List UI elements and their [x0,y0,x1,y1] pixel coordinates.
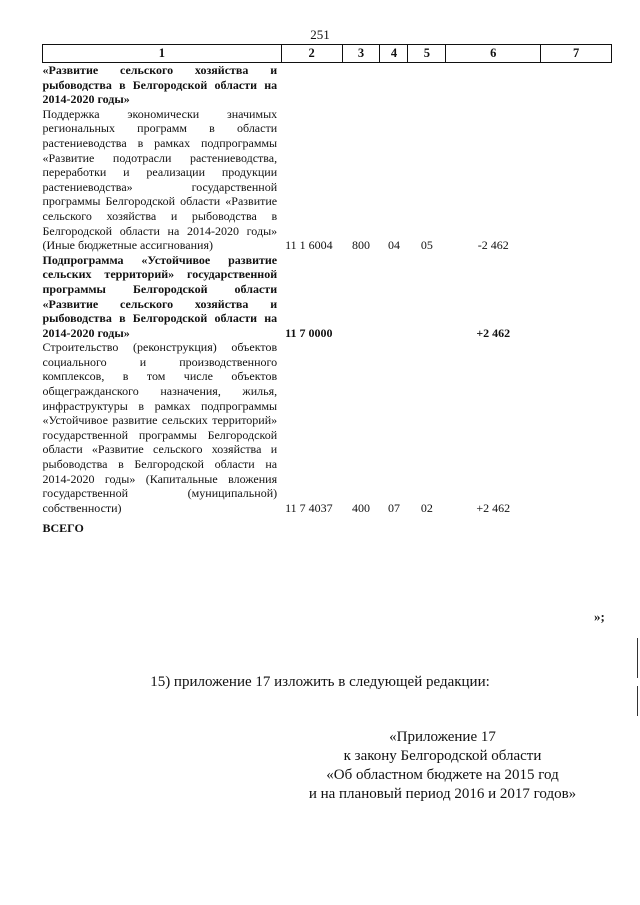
header-col-3: 3 [342,45,380,63]
appendix-line-2: к закону Белгородской области [343,748,542,764]
scan-margin-mark [637,686,638,716]
row-amount: -2 462 [477,238,509,253]
header-col-1: 1 [43,45,282,63]
amendment-text: 15) приложение 17 изложить в следующей редакции: [150,674,490,690]
header-col-6: 6 [446,45,541,63]
row-description: Поддержка экономически значимых региональных программ в области растениеводства в рамках подпрограммы «Развитие подотрасли растениеводства, переработки и реализации продукции растениеводства» государственной программы Белгородской области «Развитие сельского хозяйства и рыбоводства в Белгородской области на 2014-2020 годы» (Иные бюджетные ассигнования) [42,106,278,253]
row-rz: 04 [387,238,400,253]
header-col-2: 2 [281,45,342,63]
row-description: «Развитие сельского хозяйства и рыбоводства в Белгородской области на 2014-2020 годы» [42,63,278,107]
table-row [43,253,612,341]
row-description: Строительство (реконструкция) объектов социального и производственного комплексов, в том числе объектов общегражданского назначения, жилья, инфраструктуры в рамках подпрограммы «Устойчивое развитие сельских территорий» государственной программы Белгородской области «Развитие сельского хозяйства и рыбоводства в Белгородской области на 2014-2020 годы» (Капитальные вложения государственной (муниципальной) собственности) [42,340,278,515]
header-col-7: 7 [541,45,612,63]
row-amount: +2 462 [476,325,511,340]
row-col-7 [541,107,612,253]
closing-quote: »; [594,609,605,624]
row-pr [408,63,446,107]
total-row [43,515,612,536]
row-col-7 [541,63,612,107]
row-rz: 07 [387,500,400,515]
row-amount [446,63,541,107]
row-pr: 02 [420,500,433,515]
row-rz [380,63,408,107]
row-pr [408,253,446,341]
row-code: 11 7 4037 [285,500,333,515]
appendix-line-3: «Об областном бюджете на 2015 год [326,767,559,783]
row-vr: 400 [352,500,370,515]
header-col-5: 5 [408,45,446,63]
table-row [43,340,612,515]
row-rz [380,253,408,341]
appendix-heading [300,728,585,804]
row-vr [342,63,380,107]
appendix-line-4: и на плановый период 2016 и 2017 годов» [308,786,577,802]
appendix-line-1: «Приложение 17 [389,729,496,745]
row-col-7 [541,253,612,341]
row-col-7 [541,340,612,515]
total-label: ВСЕГО [42,521,84,536]
scan-margin-mark [637,638,638,678]
row-code: 11 7 0000 [285,325,333,340]
page-number: 251 [310,27,330,42]
row-vr [342,253,380,341]
row-code: 11 1 6004 [285,238,333,253]
table-row [43,107,612,253]
row-pr: 05 [420,238,433,253]
row-description: Подпрограмма «Устойчивое развитие сельских территорий» государственной программы Белгородской области «Развитие сельского хозяйства и рыбоводства в Белгородской области на 2014-2020 годы» [42,252,278,340]
row-code [281,63,342,107]
row-amount: +2 462 [476,500,511,515]
table-header-row [43,45,612,63]
header-col-4: 4 [380,45,408,63]
budget-table [42,44,612,536]
table-row [43,63,612,107]
row-vr: 800 [352,238,370,253]
